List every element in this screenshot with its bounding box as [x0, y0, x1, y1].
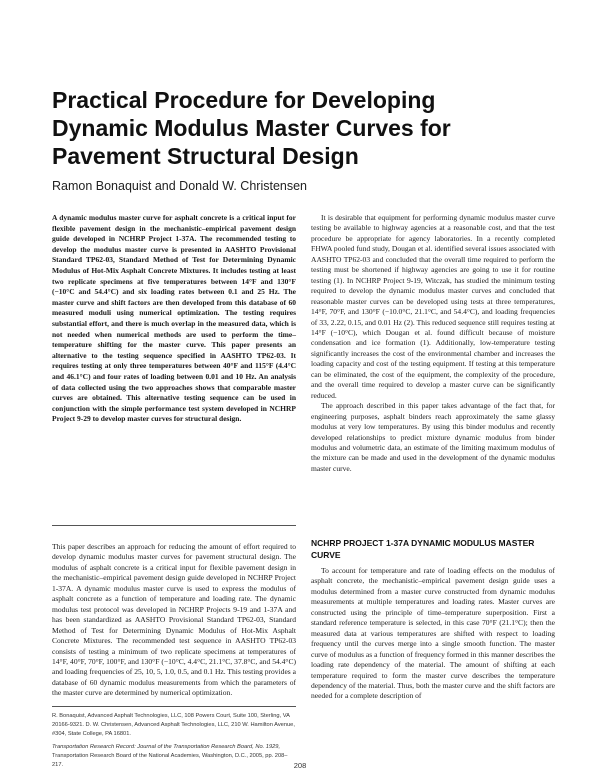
- right-column: [311, 213, 555, 474]
- body-paragraph-2: The approach described in this paper takes advantage of the fact that, for engineering purposes, asphalt binders reach approximately the same glassy modulus at very low temperatures. By using this binder modulus and recently developed relationships to predict mixture dynamic modulus from binder modulus and volumetric data, an estimate of the limiting maximum modulus of the mixture can be made and used in the development of the dynamic modulus master curve.: [311, 401, 555, 473]
- section-heading: NCHRP PROJECT 1-37A DYNAMIC MODULUS MASTER CURVE: [311, 538, 535, 560]
- citation-journal: Transportation Research Record: Journal of the Transportation Research Board, No. 1929,: [52, 744, 281, 750]
- paper-title: Practical Procedure for Developing Dynamic Modulus Master Curves for Pavement Structural Design: [52, 87, 451, 169]
- introduction: [52, 542, 296, 699]
- abstract-divider: [52, 525, 296, 526]
- authors: Ramon Bonaquist and Donald W. Christensen: [52, 179, 308, 193]
- author-affiliations: R. Bonaquist, Advanced Asphalt Technologies, LLC, 108 Powers Court, Suite 100, Sterling, VA 20166-9321. D. W. Christensen, Advanced Asphalt Technologies, LLC, 210 W. Hamilton Avenue, #304, State College, PA 16801.: [52, 713, 295, 737]
- body-paragraph-3: To account for temperature and rate of loading effects on the modulus of asphalt concrete, the mechanistic–empirical pavement design guide uses a modulus determined from a master curve constructed from dynamic modulus measurements at multiple temperatures and loading rates. Master curves are constructed using the principle of time–temperature superposition. First a standard reference temperature is selected, in this case 70°F (21.1°C); then the measured data at various temperatures are shifted with respect to loading frequency until the curves merge into a single smooth function. The master curve of modulus as a function of frequency formed in this manner describes the loading rate dependency of the material. The amount of shifting at each temperature required to form the master curve describes the temperature dependency of the material. Thus, both the master curve and the shift factors are needed for a complete description of: [311, 566, 555, 701]
- section-body: [311, 566, 555, 702]
- abstract-text: A dynamic modulus master curve for asphalt concrete is a critical input for flexible pavement design in the mechanistic–empirical pavement design guide developed in NCHRP Project 1-37A. The recommended testing to develop the modulus master curve is presented in AASHTO Provisional Standard TP62-03, Standard Method of Test for Determining Dynamic Modulus of Hot-Mix Asphalt Concrete Mixtures. It includes testing at least two replicate specimens at five temperatures between 14°F and 130°F (−10°C and 54.4°C) and six loading rates between 0.1 and 25 Hz. The master curve and shift factors are then developed from this database of 60 measured moduli using numerical optimization. The testing requires substantial effort, and there is much overlap in the measured data, which is not needed when numerical methods are used to perform the time–temperature shifting for the master curve. This paper presents an alternative to the testing sequence specified in AASHTO TP62-03. It requires testing at only three temperatures between 40°F and 115°F (4.4°C and 46.1°C) and four rates of loading between 0.01 and 10 Hz. An analysis of data collected using the two approaches shows that comparable master curves are obtained. This alternative testing sequence can be used in conjunction with the simple performance test system developed in NCHRP Project 9-29 to develop master curves for structural design.: [52, 213, 296, 424]
- footnote-divider: [52, 706, 296, 707]
- intro-paragraph: This paper describes an approach for reducing the amount of effort required to develop dynamic modulus master curves for pavement structural design. The modulus of asphalt concrete is a critical input for flexible pavement design in the mechanistic–empirical pavement design guide developed in NCHRP Project 1-37A. A dynamic modulus master curve is used to express the modulus of asphalt concrete as a function of temperature and loading rate. The dynamic modulus test protocol was developed in NCHRP Projects 9-19 and 1-37A and has been standardized as AASHTO Provisional Standard TP62-03, Standard Method of Test for Determining Dynamic Modulus of Hot-Mix Asphalt Concrete Mixtures. The recommended test sequence in AASHTO TP62-03 consists of testing a minimum of two replicate specimens at temperatures of 14°F, 40°F, 70°F, 100°F, and 130°F (−10°C, 4.4°C, 21.1°C, 37.8°C, and 54.4°C) and loading frequencies of 25, 10, 5, 1.0, 0.5, and 0.1 Hz. This testing provides a database of 60 dynamic modulus measurements from which the parameters of the master curve are determined by numerical optimization.: [52, 542, 296, 698]
- page-number: 208: [293, 761, 307, 770]
- body-paragraph-1: It is desirable that equipment for performing dynamic modulus master curve testing be available to highway agencies at a reasonable cost, and that the test procedure be appropriate for agency laboratories. In a recently completed FHWA pooled fund study, Dougan et al. identified several issues associated with AASHTO TP62-03 and concluded that the overall time required to perform the testing must be shortened if highway agencies are going to use it for routine testing (1). In NCHRP Project 9-19, Witczak, has studied the minimum testing required to develop the dynamic modulus master curves and concluded that reasonable master curves can be developed using tests at three temperatures, 14°F, 70°F, and 130°F (−10.0°C, 21.1°C, and 54.4°C), and loading frequencies of 33, 2.22, 0.15, and 0.01 Hz (2). This reduced sequence still requires testing at 14°F (−10°C), which Dougan et al. found difficult because of moisture condensation and ice formation (1). Additionally, low-temperature testing significantly increases the cost of the environmental chamber and increases the loading capacity and cost of the testing equipment. If testing at this temperature can be eliminated, the cost of the equipment, the complexity of the procedure, and the overall time required to develop a master curve can be significantly reduced.: [311, 213, 555, 400]
- citation-details: Transportation Research Board of the National Academies, Washington, D.C., 2005, pp. 208–217.: [52, 752, 288, 768]
- abstract: [52, 213, 296, 425]
